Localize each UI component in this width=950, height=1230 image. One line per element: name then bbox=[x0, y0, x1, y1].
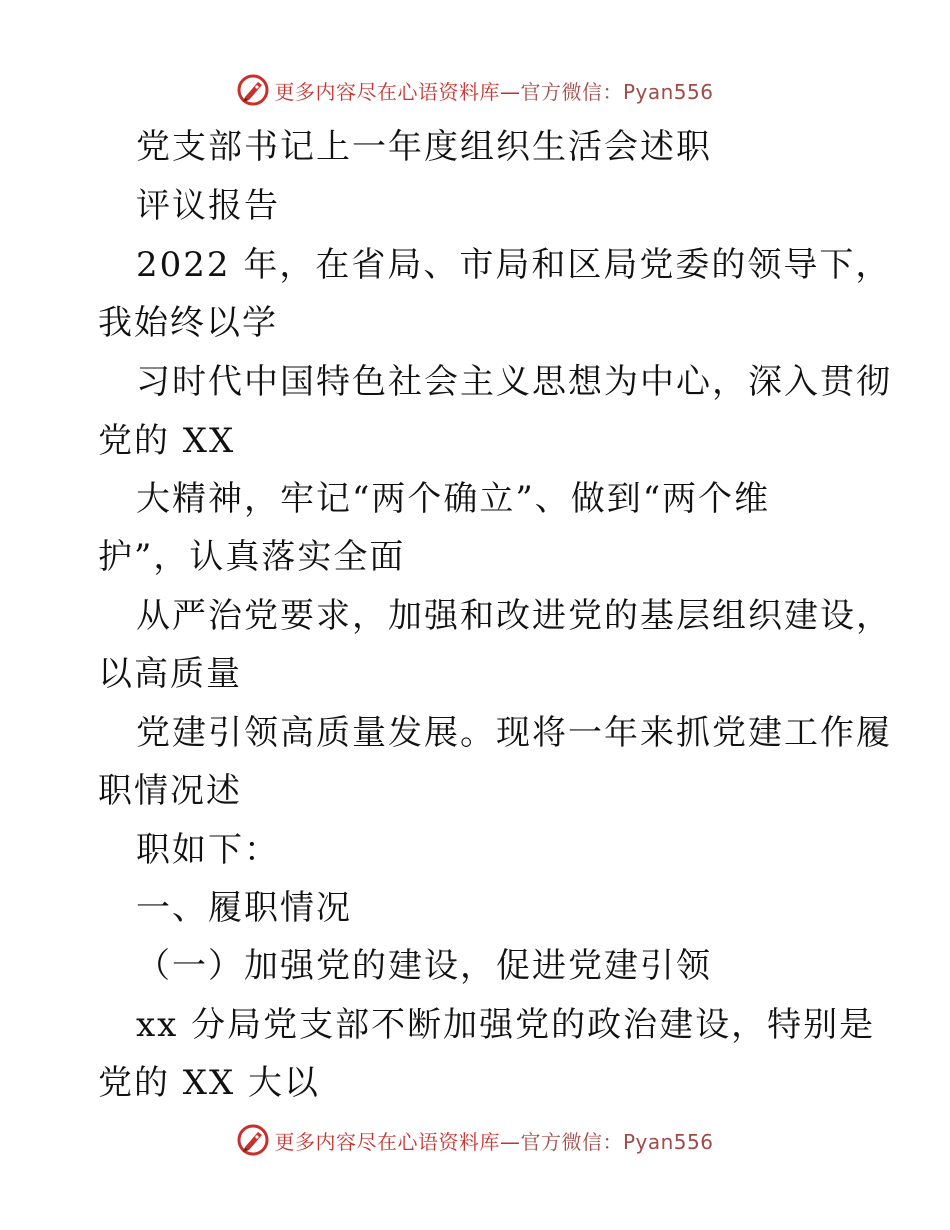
doc-paragraph-line: 护”，认真落实全面 bbox=[98, 537, 406, 577]
doc-paragraph-line: 2022 年，在省局、市局和区局党委的领导下， bbox=[136, 245, 892, 285]
pen-logo-icon bbox=[236, 73, 270, 107]
doc-title-line-2: 评议报告 bbox=[136, 186, 280, 226]
doc-paragraph-line: 从严治党要求，加强和改进党的基层组织建设， bbox=[136, 596, 892, 636]
doc-paragraph-line: 职情况述 bbox=[98, 771, 242, 811]
doc-subsection-heading: （一）加强党的建设，促进党建引领 bbox=[136, 946, 712, 986]
header-watermark-banner bbox=[0, 68, 950, 112]
header-site-text: 更多内容尽在心语资料库 bbox=[274, 79, 500, 104]
doc-paragraph-line: 大精神，牢记“两个确立”、做到“两个维 bbox=[136, 479, 771, 519]
doc-paragraph-line: xx 分局党支部不断加强党的政治建设，特别是 bbox=[136, 1005, 876, 1045]
doc-paragraph-line: 职如下： bbox=[136, 830, 280, 870]
doc-paragraph-line: 习时代中国特色社会主义思想为中心，深入贯彻 bbox=[136, 362, 892, 402]
doc-title-line-1: 党支部书记上一年度组织生活会述职 bbox=[136, 127, 712, 167]
footer-contact-text: 官方微信：Pyan556 bbox=[520, 1129, 714, 1154]
doc-paragraph-line: 我始终以学 bbox=[98, 303, 278, 343]
pen-logo-icon bbox=[236, 1123, 270, 1157]
doc-paragraph-line: 党的 XX bbox=[98, 421, 236, 461]
header-contact-text: 官方微信：Pyan556 bbox=[520, 79, 714, 104]
header-dash: — bbox=[499, 79, 521, 104]
footer-watermark-banner bbox=[0, 1118, 950, 1162]
doc-paragraph-line: 党建引领高质量发展。现将一年来抓党建工作履 bbox=[136, 713, 892, 753]
doc-paragraph-line: 党的 XX 大以 bbox=[98, 1063, 321, 1103]
footer-site-text: 更多内容尽在心语资料库 bbox=[274, 1129, 500, 1154]
doc-paragraph-line: 以高质量 bbox=[98, 654, 242, 694]
doc-section-heading: 一、履职情况 bbox=[136, 888, 352, 928]
footer-dash: — bbox=[499, 1129, 521, 1154]
